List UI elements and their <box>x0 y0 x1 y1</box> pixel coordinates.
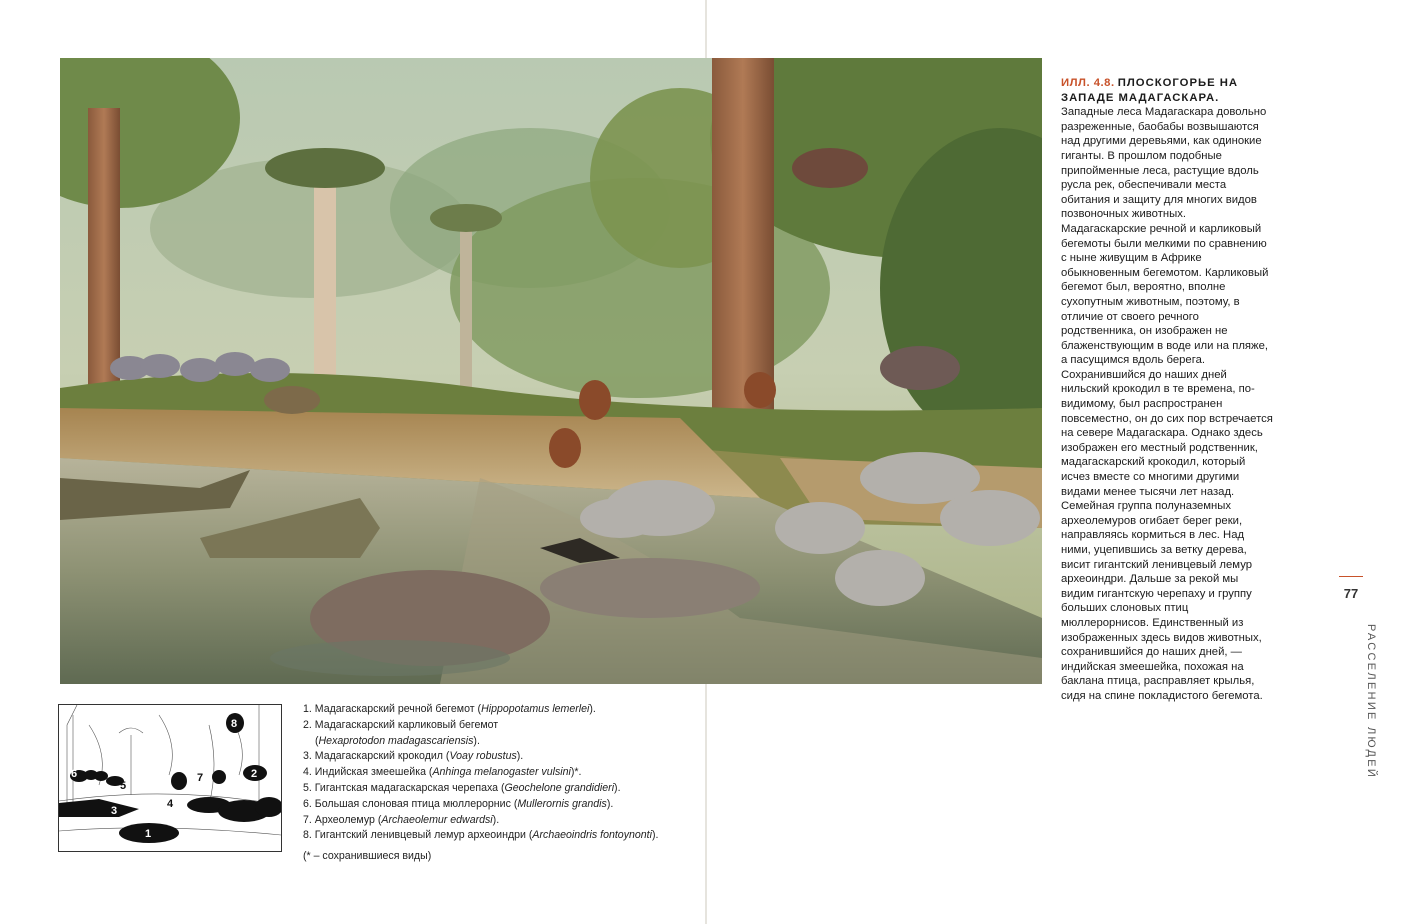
legend-item-1: 1. Мадагаскарский речной бегемот (Hippopotamus lemerlei). <box>303 703 596 715</box>
legend-item-5: 5. Гигантская мадагаскарская черепаха (Geochelone grandidieri). <box>303 781 621 794</box>
key-diagram <box>58 704 282 852</box>
key-number-8: 8 <box>231 718 238 730</box>
key-number-2: 2 <box>251 768 258 780</box>
caption-body: Западные леса Мадагаскара довольно разреженные, баобабы возвышаются над другими деревьями, как одинокие гиганты. В прошлом подобные припойменные леса, растущие вдоль русла рек, обеспечивали места обитания и защиту для многих видов позвоночных животных. Мадагаскарские речной и карликовый бегемоты были мелкими по сравнению с ныне живущим в Африке обыкновенным бегемотом. Карликовый бегемот был, вероятно, вполне сухопутным животным, поэтому, в отличие от своего речного родственника, он изображен не блаженствующим в воде или на пляже, а пасущимся вдоль берега. Сохранившийся до наших дней нильский крокодил в те времена, по-видимому, был распространен повсеместно, он до сих пор встречается на севере Мадагаскара. Однако здесь изображен его местный родственник, мадагаскарский крокодил, который исчез вместе со многими другими видами менее тысячи лет назад. Семейная группа полуназемных археолемуров огибает берег реки, направляясь кормиться в лес. Над ними, уцепившись за ветку дерева, висит гигантский ленивцевый лемур археоиндри. Дальше за рекой мы видим гигантскую черепаху и группу больших слоновых птиц мюллерорнисов. Единственный из изображенных здесь видов животных, сохранившийся до наших дней, — индийская змеешейка, похожая на баклана птица, расправляет крылья, сидя на спине покладистого бегемота. <box>1061 106 1273 702</box>
legend-item-2-latin: (Hexaprotodon madagascariensis). <box>315 734 480 747</box>
legend-item-6: 6. Большая слоновая птица мюллерорнис (Mullerornis grandis). <box>303 797 614 810</box>
caption-block <box>1061 76 1273 704</box>
page-number: 77 <box>1343 586 1359 601</box>
key-number-7: 7 <box>197 772 204 784</box>
legend-note: (* – сохранившиеся виды) <box>303 850 432 863</box>
legend-item-2: 2. Мадагаскарский карликовый бегемот <box>303 718 499 731</box>
page-number-rule <box>1339 576 1363 577</box>
running-head: РАССЕЛЕНИЕ ЛЮДЕЙ <box>1365 624 1377 780</box>
legend-item-8: 8. Гигантский ленивцевый лемур археоиндри (Archaeoindris fontoynonti). <box>303 829 659 842</box>
legend-item-7: 7. Археолемур (Archaeolemur edwardsi). <box>303 813 500 826</box>
key-number-1: 1 <box>145 828 152 840</box>
illustration-madagascar-plateau <box>60 58 1042 684</box>
legend-item-3: 3. Мадагаскарский крокодил (Voay robustus). <box>303 750 524 763</box>
species-legend <box>303 702 663 865</box>
caption-label: ИЛЛ. 4.8. <box>1061 77 1115 89</box>
legend-item-4: 4. Индийская змеешейка (Anhinga melanogaster vulsini)*. <box>303 766 582 779</box>
key-number-4: 4 <box>167 798 174 810</box>
key-number-5: 5 <box>120 780 127 792</box>
key-number-3: 3 <box>111 805 118 817</box>
key-number-6: 6 <box>71 768 78 780</box>
caption-title: ПЛОСКОГОРЬЕ НА ЗАПАДЕ МАДАГАСКАРА. <box>1061 77 1239 104</box>
